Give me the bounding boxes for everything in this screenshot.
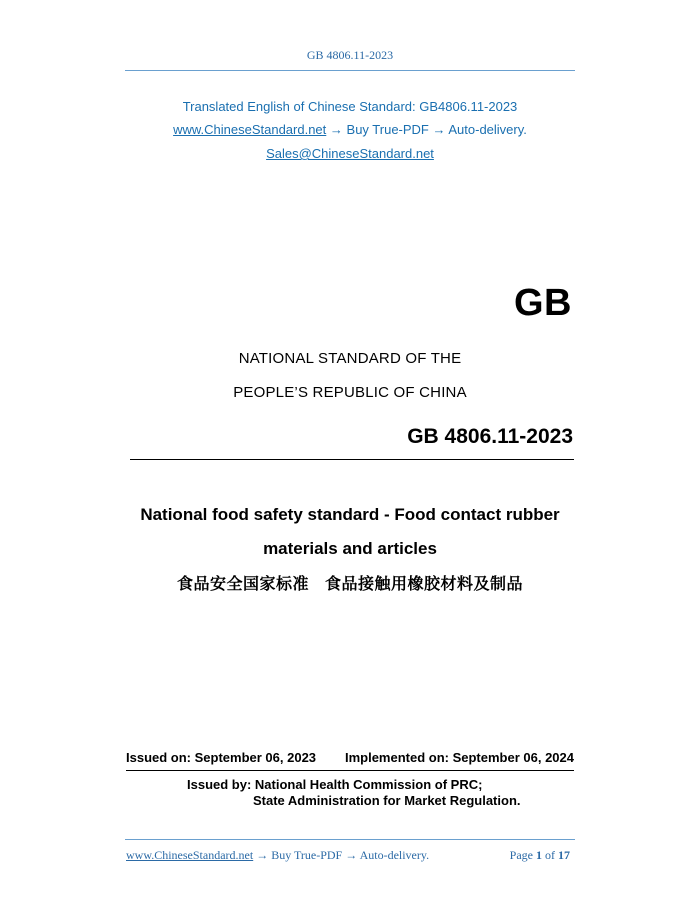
running-header-title: GB 4806.11-2023 (306, 48, 394, 62)
issue-dates-rule (126, 770, 574, 771)
promo-site-link[interactable]: www.ChineseStandard.net (173, 122, 327, 137)
national-standard-line1: NATIONAL STANDARD OF THE (238, 350, 462, 367)
issued-by-line2: State Administration for Market Regulation. (253, 793, 521, 808)
page-of: of (545, 848, 555, 862)
national-standard-line2: PEOPLE’S REPUBLIC OF CHINA (233, 384, 467, 401)
title-english-line2: materials and articles (263, 539, 437, 558)
title-chinese-part2: 食品接触用橡胶材料及制品 (325, 574, 524, 593)
issued-by-line1: Issued by: National Health Commission of PRC; (187, 777, 483, 792)
title-english-line1: National food safety standard - Food contact rubber (140, 505, 560, 524)
promo-buy-text: → Buy True-PDF → Auto-delivery. (329, 122, 527, 137)
standard-number-rule (130, 459, 574, 460)
footer-buy-text: → Buy True-PDF → Auto-delivery. (256, 848, 430, 862)
promo-buy-line (0, 122, 700, 137)
footer-promo (126, 848, 429, 863)
page-current: 1 (536, 848, 542, 862)
promo-email-line (0, 146, 700, 161)
footer-site-link[interactable]: www.ChineseStandard.net (126, 848, 254, 862)
title-chinese (0, 571, 700, 594)
footer-divider (125, 839, 575, 840)
page-number (510, 848, 570, 863)
page-total: 17 (558, 848, 570, 862)
implemented-on-date: Implemented on: September 06, 2024 (344, 750, 574, 765)
header-divider (125, 70, 575, 71)
page-label: Page (509, 848, 533, 862)
issued-on-date: Issued on: September 06, 2023 (126, 750, 317, 765)
promo-translated-line: Translated English of Chinese Standard: GB4806.11-2023 (182, 99, 518, 114)
gb-mark: GB (514, 282, 572, 324)
promo-email-link[interactable]: Sales@ChineseStandard.net (266, 146, 434, 161)
standard-number: GB 4806.11-2023 (407, 425, 573, 448)
title-chinese-part1: 食品安全国家标准 (176, 574, 309, 593)
